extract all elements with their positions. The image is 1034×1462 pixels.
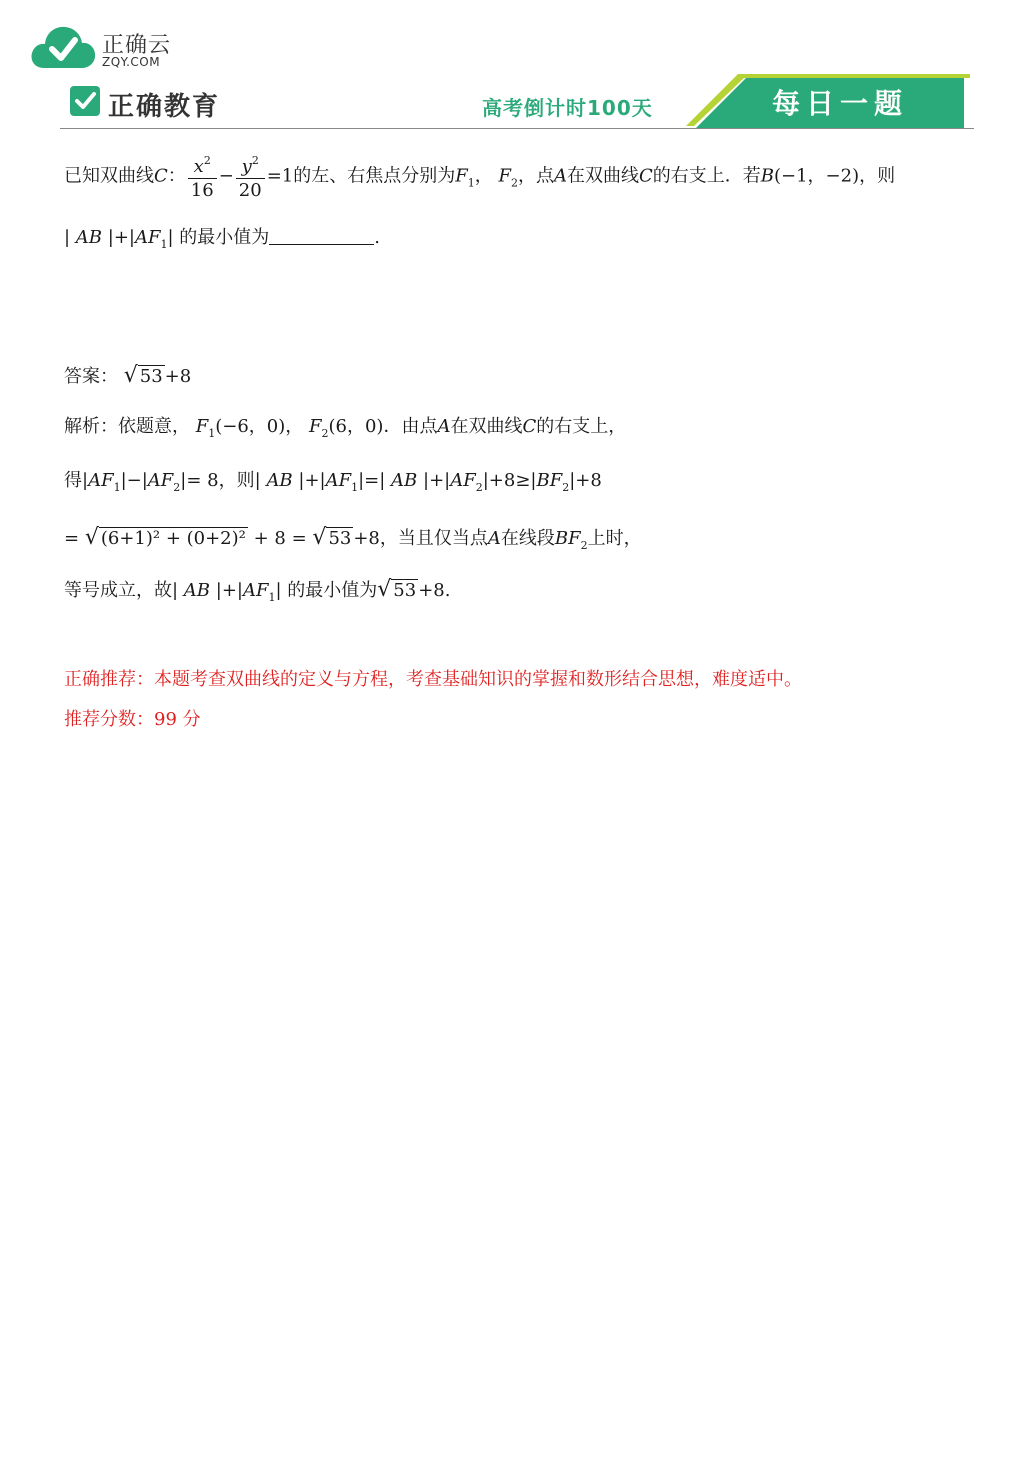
- cloud-check-icon: [30, 22, 96, 74]
- logo-domain: ZQY.COM: [102, 55, 161, 69]
- analysis-line-2: 得$|AF_1|-|AF_2|= 8$，则| AB $|+|AF_1|=|$ AB $|+|AF_2|+8\ge|BF_2|+8$: [64, 470, 602, 494]
- fraction-y: $\frac{y^2}{20}$: [236, 150, 265, 203]
- logo-name: 正确云: [102, 33, 172, 58]
- countdown-text: 高考倒计时100天: [482, 96, 653, 120]
- question-line-2: | AB $|+|AF_1|$ 的最小值为 .: [64, 227, 380, 251]
- banner-title: 每日一题: [772, 87, 909, 120]
- analysis-line-4: 等号成立，故| AB $|+|AF_1|$ 的最小值为√ 53 +8.: [64, 577, 451, 604]
- answer-line: 答案： √ 53 +8: [64, 363, 192, 388]
- recommend-text: 正确推荐：本题考查双曲线的定义与方程，考查基础知识的掌握和数形结合思想，难度适中。: [64, 669, 802, 690]
- header-bar: [60, 74, 974, 130]
- recommend-score: 推荐分数：99 分: [64, 709, 201, 730]
- divider: [60, 128, 974, 129]
- check-icon: [70, 86, 100, 116]
- analysis-line-3: = √ (6+1)² + (0+2)² + 8 = √ 53 +8，当且仅当点A在线段$BF_2$上时，: [64, 525, 642, 552]
- question-line-1: 已知双曲线C： $\frac{x^2}{16}$ − $\frac{y^2}{20}$ =1的左、右焦点分别为$F_1$， $F_2$，点A在双曲线C的右支上．若B(−1，−2)，则: [64, 150, 895, 207]
- zqy-logo: [30, 22, 180, 74]
- edu-name: 正确教育: [108, 92, 221, 122]
- analysis-line-1: 解析：依题意， $F_1(-6$，0)， $F_2(6$，0)．由点A在双曲线C的右支上，: [64, 416, 627, 440]
- fraction-x: $\frac{x^2}{16}$: [188, 150, 217, 203]
- answer-blank: [269, 228, 374, 245]
